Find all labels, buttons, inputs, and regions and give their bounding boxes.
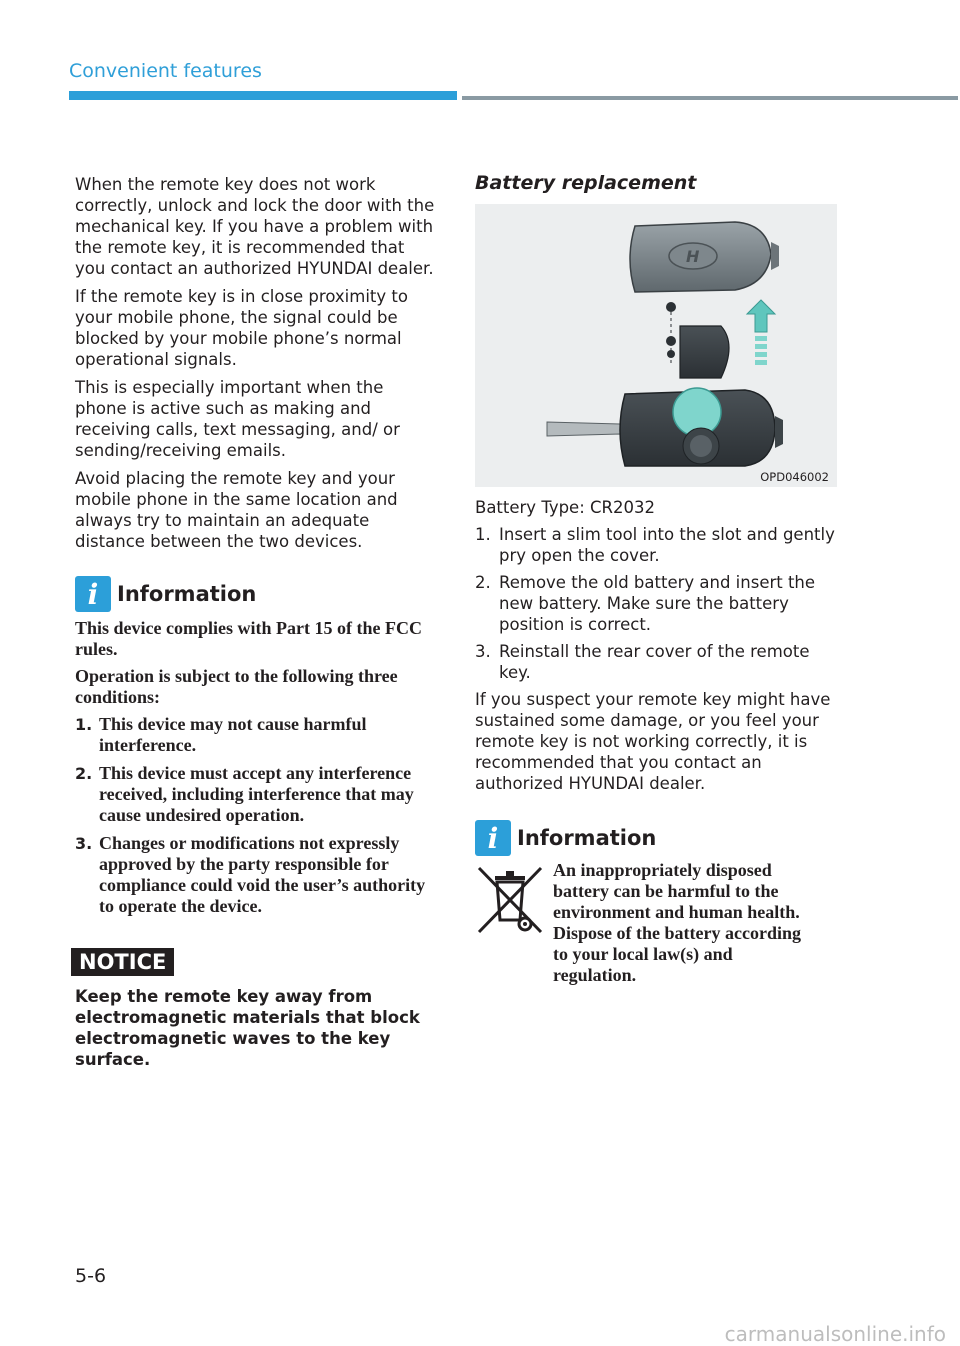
notice-badge: NOTICE — [71, 948, 174, 976]
info-title: Information — [517, 826, 657, 850]
battery-type: Battery Type: CR2032 — [475, 498, 655, 517]
header-bar-gray — [462, 96, 958, 100]
paragraph: This is especially important when the phone is active such as making and receiving calls, text messaging, and/ or sending/receiving emails. — [75, 378, 400, 460]
figure-code: OPD046002 — [760, 470, 829, 484]
list-item: 1. This device may not cause harmful interference. — [75, 714, 367, 755]
svg-text:H: H — [686, 247, 700, 266]
notice-text: Keep the remote key away from electromagnetic materials that block electromagnetic waves to the key surface. — [75, 987, 420, 1069]
battery-replacement-heading: Battery replacement — [475, 172, 697, 194]
list-item: 2. Remove the old battery and insert the new battery. Make sure the battery position is correct. — [475, 573, 816, 634]
fcc-conditions-list — [75, 714, 437, 917]
info-title: Information — [117, 582, 257, 606]
fcc-statement: This device complies with Part 15 of the FCC rules. — [75, 618, 422, 659]
left-column — [75, 174, 437, 1070]
info-heading — [475, 820, 837, 856]
list-item: 1. Insert a slim tool into the slot and gently pry open the cover. — [475, 525, 835, 565]
disposal-note — [475, 862, 837, 992]
crossed-bin-icon — [473, 862, 549, 938]
list-item: 3. Reinstall the rear cover of the remote key. — [475, 642, 810, 682]
closing-paragraph: If you suspect your remote key might have sustained some damage, or you feel your remote key is not working correctly, it is recommended that you contact an authorized HYUNDAI dealer. — [475, 690, 831, 793]
info-icon: i — [475, 820, 511, 856]
battery-replacement-figure — [475, 204, 837, 487]
replacement-steps — [475, 524, 837, 683]
fcc-conditions-intro: Operation is subject to the following three conditions: — [75, 666, 398, 707]
disposal-text: An inappropriately disposed battery can be harmful to the environment and human health. Dispose of the battery according to your local law(s) and regulation. — [553, 860, 801, 985]
watermark: carmanualsonline.info — [724, 1322, 946, 1346]
info-heading — [75, 576, 437, 612]
page-number: 5-6 — [75, 1265, 107, 1287]
header-bar-blue — [69, 91, 457, 100]
list-item: 3. Changes or modifications not expressly approved by the party responsible for compliance could void the user’s authority to operate the device. — [75, 833, 426, 916]
list-item: 2. This device must accept any interference received, including interference that may cause undesired operation. — [75, 763, 414, 825]
info-icon: i — [75, 576, 111, 612]
section-title: Convenient features — [69, 60, 262, 82]
paragraph: Avoid placing the remote key and your mobile phone in the same location and always try to maintain an adequate distance between the two devices. — [75, 469, 398, 551]
paragraph: If the remote key is in close proximity to your mobile phone, the signal could be blocked by your mobile phone’s normal operational signals. — [75, 287, 408, 369]
right-column — [475, 172, 837, 992]
paragraph: When the remote key does not work correctly, unlock and lock the door with the mechanical key. If you have a problem with the remote key, it is recommended that you contact an authorized HYUNDAI dealer. — [75, 175, 435, 278]
remote-key-illustration — [475, 204, 837, 487]
